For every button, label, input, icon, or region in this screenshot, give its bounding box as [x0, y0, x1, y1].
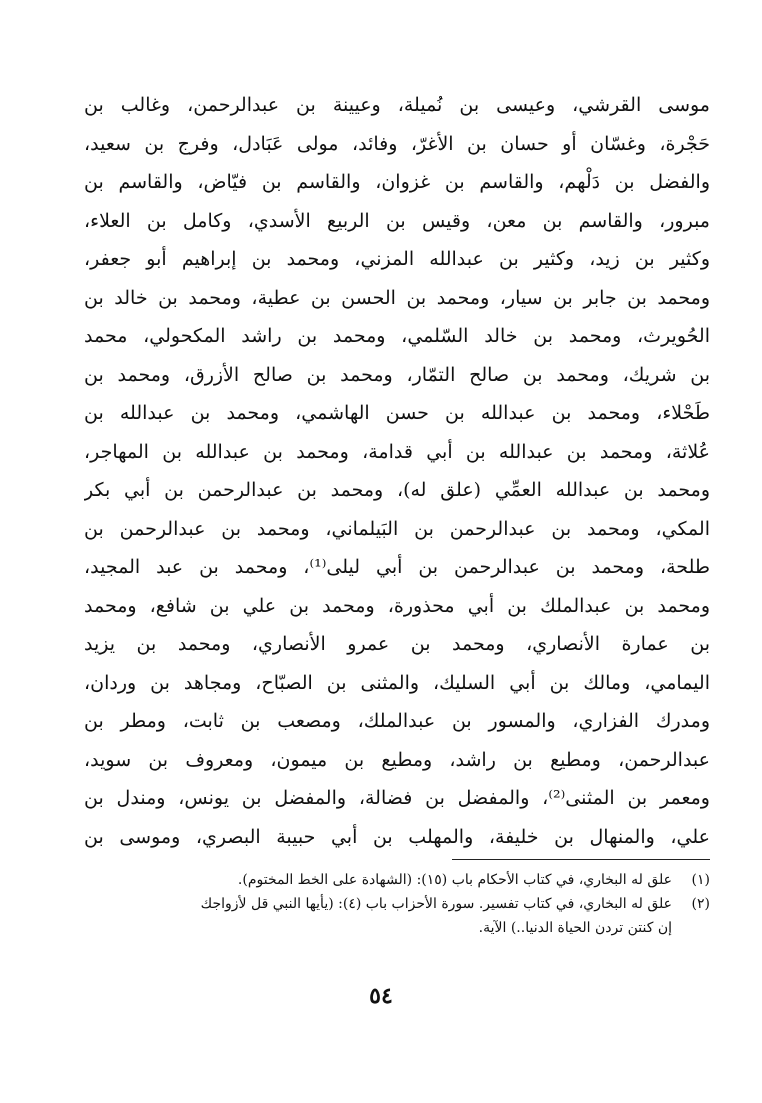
footnotes — [84, 868, 710, 940]
text-line: طَحْلاء، ومحمد بن عبدالله بن حسن الهاشمي، ومحمد بن عبدالله بن — [84, 402, 710, 424]
text-line: ومحمد بن عبدالله العمِّي (علق له)، ومحمد بن عبدالرحمن بن أبي بكر — [84, 479, 710, 501]
footnote-number: (٢) — [691, 896, 710, 912]
text-line: طلحة، ومحمد بن عبدالرحمن بن أبي ليلى⁽¹⁾، ومحمد بن عبد المجيد، — [84, 556, 710, 578]
body-text — [84, 86, 710, 856]
text-line: المكي، ومحمد بن عبدالرحمن بن البَيلماني، ومحمد بن عبدالرحمن بن — [84, 517, 710, 540]
text-line: ومحمد بن عبدالملك بن أبي محذورة، ومحمد بن علي بن شافع، ومحمد — [84, 594, 710, 617]
footnote-2 — [84, 892, 710, 916]
text-line: وكثير بن زيد، وكثير بن عبدالله المزني، ومحمد بن إبراهيم أبو جعفر، — [84, 248, 710, 270]
text-line: عبدالرحمن، ومطيع بن راشد، ومطيع بن ميمون، ومعروف بن سويد، — [84, 748, 710, 771]
text-line: ومحمد بن جابر بن سيار، ومحمد بن الحسن بن عطية، ومحمد بن خالد بن — [84, 286, 710, 309]
footnote-text: علق له البخاري، في كتاب الأحكام باب (١٥): (الشهادة على الخط المختوم). — [237, 872, 672, 888]
text-line: حَجْرة، وغسّان أو حسان بن الأغرّ، وفائد، مولى عَبَادل، وفرج بن سعيد، — [84, 132, 710, 155]
text-line: ومعمر بن المثنى⁽²⁾، والمفضل بن فضالة، والمفضل بن يونس، ومندل بن — [84, 787, 710, 809]
footnote-number: (١) — [691, 872, 710, 888]
page-number: ٥٤ — [369, 983, 393, 1009]
text-line: بن عمارة الأنصاري، ومحمد بن عمرو الأنصاري، ومحمد بن يزيد — [84, 633, 710, 655]
text-line: موسى القرشي، وعيسى بن نُميلة، وعيينة بن عبدالرحمن، وغالب بن — [84, 94, 710, 116]
text-line: اليمامي، ومالك بن أبي السليك، والمثنى بن الصبّاح، ومجاهد بن وردان، — [84, 671, 710, 694]
text-line: والفضل بن دَلْهم، والقاسم بن غزوان، والقاسم بن فيّاض، والقاسم بن — [84, 171, 710, 193]
text-line: بن شريك، ومحمد بن صالح التمّار، ومحمد بن صالح الأزرق، ومحمد بن — [84, 363, 710, 386]
footnote-divider — [452, 859, 710, 860]
footnote-1 — [84, 868, 710, 892]
text-line: علي، والمنهال بن خليفة، والمهلب بن أبي حبيبة البصري، وموسى بن — [84, 825, 710, 848]
text-line: الحُويرث، ومحمد بن خالد السّلمي، ومحمد بن راشد المكحولي، محمد — [84, 325, 710, 347]
footnote-continuation: إن كنتن تردن الحياة الدنيا..) الآية. — [478, 920, 672, 936]
text-line: ومدرك الفزاري، والمسور بن عبدالملك، ومصعب بن ثابت، ومطر بن — [84, 710, 710, 732]
text-line: مبرور، والقاسم بن معن، وقيس بن الربيع الأسدي، وكامل بن العلاء، — [84, 209, 710, 232]
footnote-text: علق له البخاري، في كتاب تفسير. سورة الأحزاب باب (٤): (يأيها النبي قل لأزواجك — [200, 896, 672, 912]
text-line: عُلاثة، ومحمد بن عبدالله بن أبي قدامة، ومحمد بن عبدالله بن المهاجر، — [84, 440, 710, 463]
